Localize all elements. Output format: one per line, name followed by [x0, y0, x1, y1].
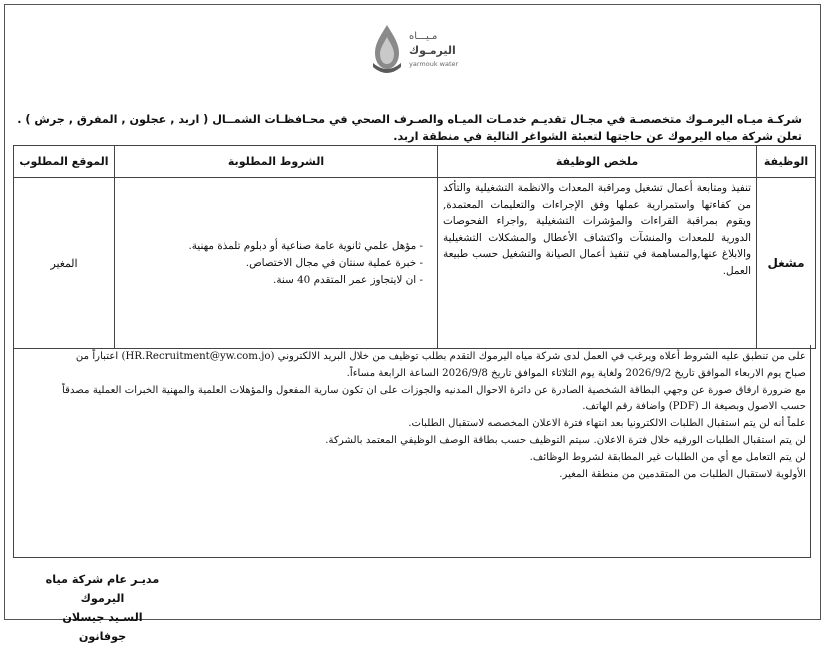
job-title-cell: مشغل	[757, 178, 816, 349]
note-line: لن يتم التعامل مع أي من الطلبات غير المطابقة لشروط الوظائف.	[529, 451, 806, 463]
announcement-intro	[17, 111, 802, 145]
note-line: مع ضرورة ارفاق صورة عن وجهي البطاقة الشخصية الصادرة عن دائرة الاحوال المدنيه والجوزات على ان تكون سارية المفعول والمؤهلات العلمية والمهنية الخبرات العملية مصدقاً	[61, 384, 806, 396]
requirement-item: - خبرة عملية سنتان في مجال الاختصاص.	[121, 255, 423, 272]
requirements-cell	[115, 178, 438, 349]
signature-block	[45, 570, 160, 646]
header-requirements: الشروط المطلوبة	[115, 146, 438, 178]
header-job-title: الوظيفة	[757, 146, 816, 178]
application-notes	[13, 345, 811, 558]
note-line: حسب الاصول وبصيغة الـ (PDF) واضافة رقم الهاتف.	[582, 401, 806, 413]
job-summary-cell: تنفيذ ومتابعة أعمال تشغيل ومراقبة المعدات والانظمة التشغيلية والتأكد من كفاءتها واستمرارية عملها وفق الإجراءات والتعليمات المعتمدة, ويقوم بمراقبة القراءات والمؤشرات التشغيلية ,واجراء الفحوصات الدورية للمعدات والمنشآت واكتشاف الأعطال والمشكلات التشغيلية والابلاغ عنها,والمساهمة في تنفيذ أعمال الصيانة والتشغيل حسب طبيعة العمل.	[438, 178, 757, 349]
note-line: لن يتم استقبال الطلبات الورقيه خلال فترة الاعلان. سيتم التوظيف حسب بطاقة الوصف الوظيفي المعتمد بالشركة.	[325, 434, 806, 446]
note-line: صباح يوم الاربعاء الموافق تاريخ 2026/9/2 ولغاية يوم الثلاثاء الموافق تاريخ 2026/9/8 الساعة الرابعة مساءاً.	[346, 367, 806, 379]
logo-arabic-line1: مـيـــاه	[409, 31, 438, 42]
job-announcement-page	[4, 4, 821, 643]
intro-line-2: تعلن شركة مياه اليرموك عن حاجتها لتعبئة الشواغر التالية في منطقة اربد.	[393, 130, 802, 143]
yarmouk-water-logo	[361, 23, 471, 81]
signature-name: السـيد جيسلان جوفانون	[62, 611, 143, 643]
vacancies-table	[13, 145, 816, 349]
requirement-item: - مؤهل علمي ثانوية عامة صناعية أو دبلوم تلمذة مهنية.	[121, 238, 423, 255]
signature-title: مديـر عام شركة مياه اليرموك	[45, 573, 160, 605]
note-line: علماً أنه لن يتم استقبال الطلبات الالكترونيا بعد انتهاء فترة الاعلان المخصصه لاستقبال الطلبات.	[408, 418, 806, 430]
requirements-list	[121, 238, 431, 289]
header-job-summary: ملخص الوظيفة	[438, 146, 757, 178]
note-line: على من تنطبق عليه الشروط أعلاه ويرغب في العمل لدى شركة مياه اليرموك التقدم بطلب توظيف من خلال البريد الالكتروني (HR.Recruitment@yw.com.jo) اعتباراً من	[75, 351, 806, 362]
note-line: الأولوية لاستقبال الطلبات من المتقدمين من منطقة المغير.	[559, 468, 806, 480]
table-header-row	[14, 146, 816, 178]
water-drop-logo-icon	[369, 23, 405, 77]
intro-line-1: شركـة ميـاه اليرمـوك متخصصـة في مجـال تقديـم خدمـات الميـاه والصـرف الصحي في محـافظـات الشمــال ( اربد , عجلون , المفرق , جرش ) .	[17, 113, 802, 126]
header-location: الموقع المطلوب	[14, 146, 115, 178]
logo-english-text: yarmouk water	[409, 60, 459, 68]
location-cell: المغير	[14, 178, 115, 349]
requirement-item: - ان لايتجاوز عمر المتقدم 40 سنة.	[121, 272, 423, 289]
logo-arabic-line2: اليرمـوك	[409, 44, 456, 57]
table-row	[14, 178, 816, 349]
